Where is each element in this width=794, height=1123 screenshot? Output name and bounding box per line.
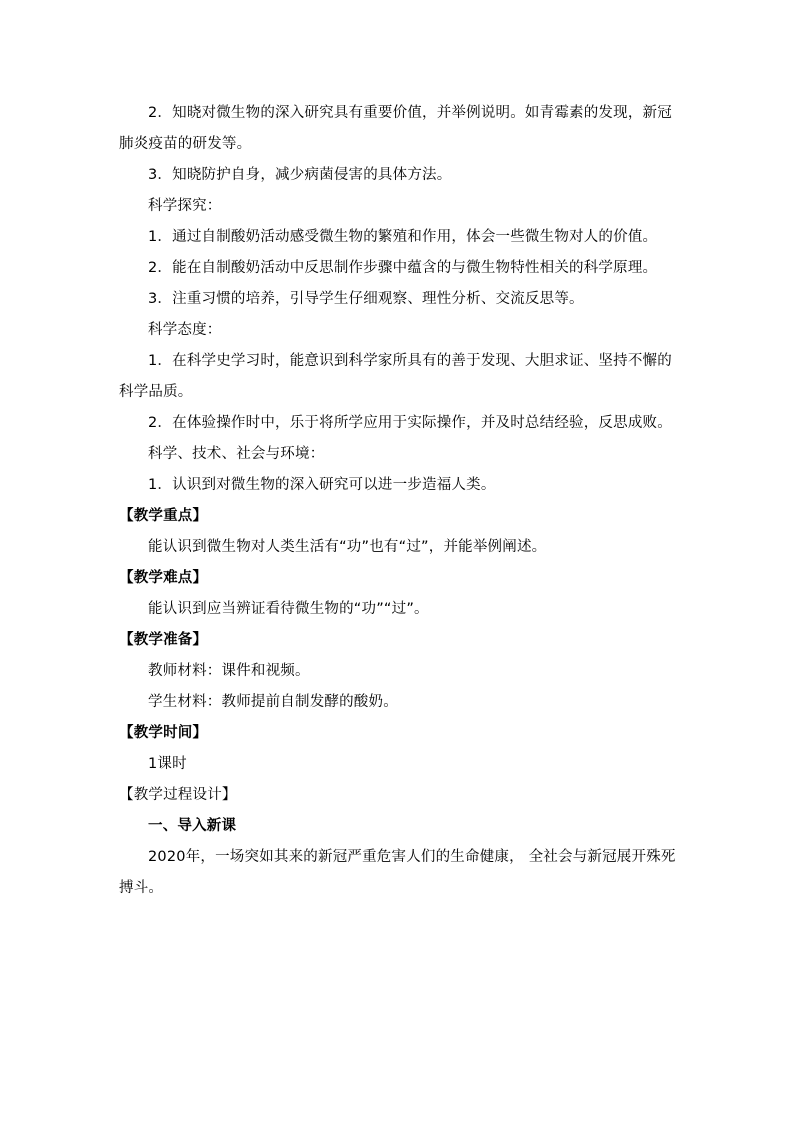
heading-teaching-focus: 【教学重点】 (119, 508, 208, 524)
paragraph-stse-1: 1．认识到对微生物的深入研究可以进一步造福人类。 (148, 477, 496, 493)
paragraph-student-materials: 学生材料：教师提前自制发酵的酸奶。 (148, 694, 398, 710)
paragraph-teaching-time: 1课时 (148, 756, 187, 772)
paragraph-teaching-difficulty: 能认识到应当辨证看待微生物的“功”“过”。 (148, 601, 429, 617)
paragraph-stse-label: 科学、技术、社会与环境： (148, 446, 325, 462)
paragraph-attitude-2: 2．在体验操作时中，乐于将所学应用于实际操作，并及时总结经验，反思成败。 (148, 415, 672, 431)
paragraph-introduction: 2020年，一场突如其来的新冠严重危害人们的生命健康， 全社会与新冠展开殊死搏斗。 (119, 849, 676, 896)
paragraph-teacher-materials: 教师材料：课件和视频。 (148, 663, 310, 679)
paragraph-science-attitude-label: 科学态度： (148, 322, 222, 338)
paragraph-science-inquiry-label: 科学探究： (148, 198, 222, 214)
heading-teaching-preparation: 【教学准备】 (119, 632, 208, 648)
subheading-introduce-new-lesson: 一、导入新课 (148, 818, 237, 834)
paragraph-inquiry-2: 2．能在自制酸奶活动中反思制作步骤中蕴含的与微生物特性相关的科学原理。 (148, 260, 658, 276)
heading-teaching-time: 【教学时间】 (119, 725, 208, 741)
paragraph-objective-2: 2．知晓对微生物的深入研究具有重要价值，并举例说明。如青霉素的发现，新冠肺炎疫苗的研发等。 (119, 105, 672, 152)
paragraph-attitude-1: 1．在科学史学习时，能意识到科学家所具有的善于发现、大胆求证、坚持不懈的科学品质。 (119, 353, 672, 400)
paragraph-teaching-focus: 能认识到微生物对人类生活有“功”也有“过”，并能举例阐述。 (148, 539, 547, 555)
document-body (119, 98, 679, 904)
heading-teaching-process-design: 【教学过程设计】 (119, 787, 237, 803)
paragraph-objective-3: 3．知晓防护自身，减少病菌侵害的具体方法。 (148, 167, 452, 183)
paragraph-inquiry-1: 1．通过自制酸奶活动感受微生物的繁殖和作用，体会一些微生物对人的价值。 (148, 229, 658, 245)
paragraph-inquiry-3: 3．注重习惯的培养，引导学生仔细观察、理性分析、交流反思等。 (148, 291, 584, 307)
heading-teaching-difficulty: 【教学难点】 (119, 570, 208, 586)
